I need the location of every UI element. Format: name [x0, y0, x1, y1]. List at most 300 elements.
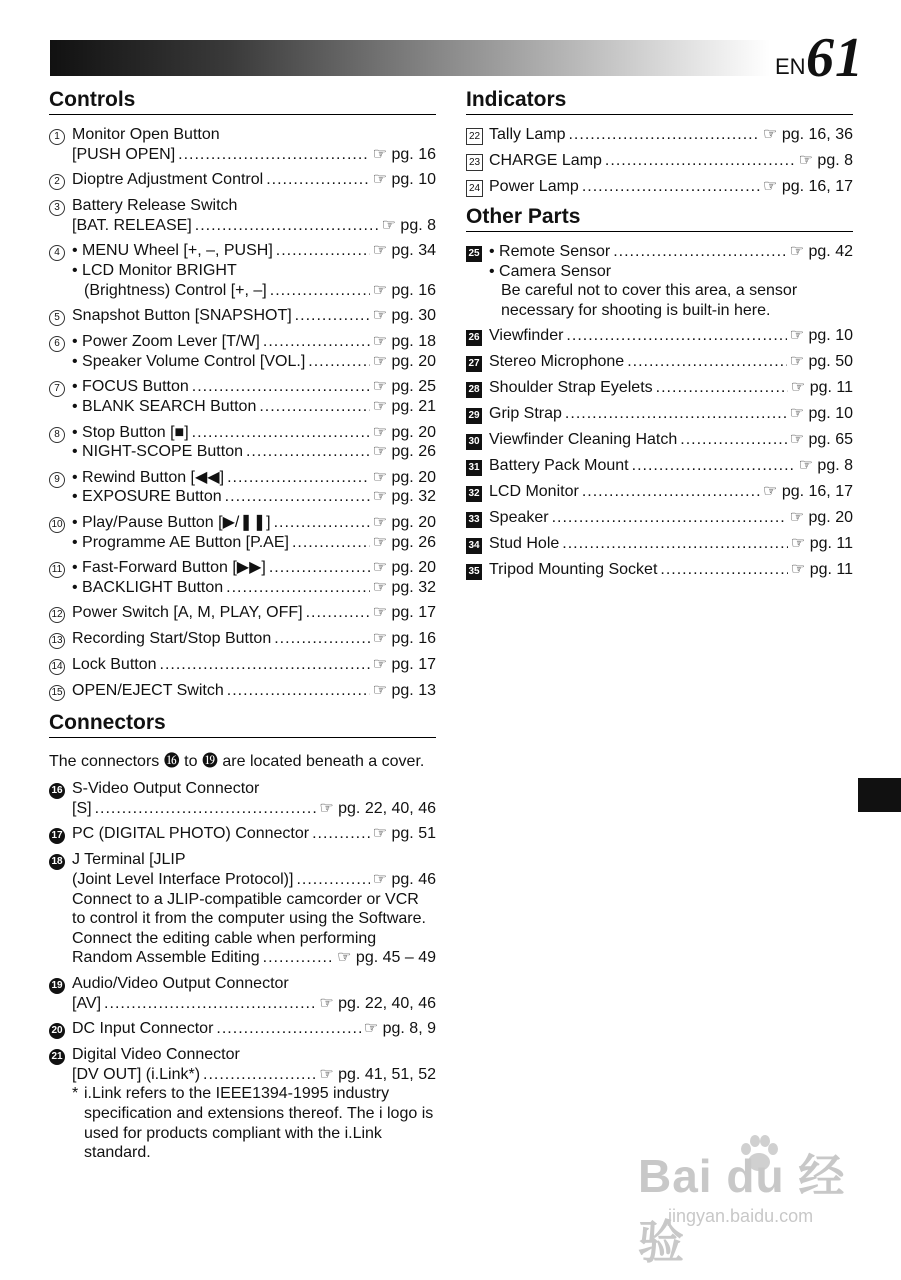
entry-text: Random Assemble Editing [72, 949, 260, 967]
page-reference: ☞ pg. 16 [372, 630, 436, 648]
item-number: 8 [49, 427, 65, 443]
connectors-list [49, 779, 436, 1163]
page-reference: ☞ pg. 20 [372, 423, 436, 441]
leader-dots [274, 513, 370, 533]
entry-line [72, 281, 436, 301]
entry-text: Power Switch [A, M, PLAY, OFF] [72, 604, 303, 622]
entry-text: • EXPOSURE Button [72, 488, 222, 506]
entry-text: Stereo Microphone [489, 353, 625, 371]
page-reference: ☞ pg. 26 [372, 443, 436, 461]
item-body [72, 306, 436, 326]
entry-line [72, 377, 436, 397]
leader-dots [259, 397, 369, 417]
connector-item [49, 779, 436, 818]
item-marker [466, 177, 489, 197]
item-body [72, 850, 436, 968]
entry-line [72, 824, 436, 844]
item-marker [49, 377, 72, 397]
item-body [489, 508, 853, 528]
entry-line [72, 1045, 436, 1065]
entry-line [489, 326, 853, 346]
item-body [489, 482, 853, 502]
item-number: 26 [466, 330, 482, 346]
connectors-title: Connectors [49, 711, 436, 738]
item-number: 35 [466, 564, 482, 580]
left-column [49, 88, 436, 1169]
entry-line [489, 151, 853, 171]
item-marker [49, 681, 72, 701]
entry-line [72, 655, 436, 675]
item-marker [466, 404, 489, 424]
item-body [72, 513, 436, 552]
page-reference: ☞ pg. 22, 40, 46 [319, 799, 436, 817]
entry-line [489, 508, 853, 528]
page-reference: ☞ pg. 10 [372, 171, 436, 189]
entry-line [72, 125, 436, 145]
entry-line [72, 994, 436, 1014]
item-marker [49, 779, 72, 799]
entry-text: • Stop Button [■] [72, 423, 189, 441]
leader-dots [246, 442, 370, 462]
item-body [72, 468, 436, 507]
watermark-url: jingyan.baidu.com [668, 1206, 814, 1226]
entry-text: (Joint Level Interface Protocol)] [72, 871, 294, 889]
item-body [489, 177, 853, 197]
entry-text: J Terminal [JLIP [72, 851, 186, 869]
control-item [49, 196, 436, 235]
entry-text: • Camera Sensor [489, 262, 612, 280]
leader-dots [276, 241, 370, 261]
entry-text: • NIGHT-SCOPE Button [72, 443, 243, 461]
entry-line [72, 442, 436, 462]
page-reference: ☞ pg. 20 [789, 509, 853, 527]
item-marker [49, 603, 72, 623]
item-number: 29 [466, 408, 482, 424]
page-reference: ☞ pg. 11 [790, 535, 853, 553]
page-reference: ☞ pg. 8 [798, 152, 853, 169]
leader-dots [227, 681, 370, 701]
item-body [489, 326, 853, 346]
indicator-item [466, 151, 853, 171]
right-column [466, 88, 853, 586]
control-item [49, 306, 436, 326]
item-number: 28 [466, 382, 482, 398]
page-reference: ☞ pg. 11 [790, 561, 853, 579]
leader-dots [308, 352, 369, 372]
item-marker [49, 170, 72, 190]
item-body [489, 242, 853, 320]
item-body [72, 1019, 436, 1039]
leader-dots [263, 332, 370, 352]
item-number: 32 [466, 486, 482, 502]
item-number: 5 [49, 310, 65, 326]
entry-text: Power Lamp [489, 178, 579, 195]
item-body [72, 558, 436, 597]
page-reference: ☞ pg. 8 [381, 216, 436, 234]
control-item [49, 513, 436, 552]
entry-text: CHARGE Lamp [489, 152, 602, 169]
entry-line [489, 262, 853, 282]
page-reference: ☞ pg. 8 [798, 457, 853, 475]
entry-text: • BACKLIGHT Button [72, 578, 224, 596]
entry-text: Dioptre Adjustment Control [72, 171, 264, 189]
page-reference: ☞ pg. 41, 51, 52 [319, 1065, 436, 1083]
controls-title: Controls [49, 88, 436, 115]
item-marker [466, 508, 489, 528]
item-number: 18 [49, 854, 65, 870]
page-reference: ☞ pg. 45 – 49 [337, 949, 436, 967]
leader-dots [582, 177, 760, 197]
entry-line [72, 216, 436, 236]
other-part-item [466, 404, 853, 424]
item-marker [49, 655, 72, 675]
leader-dots [192, 377, 370, 397]
entry-text: Speaker [489, 509, 549, 527]
leader-dots [656, 378, 788, 398]
item-number: 16 [49, 783, 65, 799]
connector-item [49, 1019, 436, 1039]
item-marker [466, 430, 489, 450]
entry-text: (Brightness) Control [+, –] [84, 281, 267, 299]
entry-line [72, 513, 436, 533]
item-marker [466, 151, 489, 171]
item-number: 9 [49, 472, 65, 488]
entry-line [72, 1019, 436, 1039]
entry-line [72, 779, 436, 799]
footnote-text: i.Link refers to the IEEE1394-1995 industry specification and extensions thereof. The i logo is used for products compliant with the i.Link standard. [84, 1085, 434, 1162]
item-body [489, 560, 853, 580]
entry-text: • Power Zoom Lever [T/W] [72, 333, 260, 351]
item-marker [466, 125, 489, 145]
leader-dots [566, 326, 786, 346]
item-marker [49, 468, 72, 488]
other-part-item [466, 378, 853, 398]
item-number: 2 [49, 174, 65, 190]
item-body [72, 377, 436, 416]
leader-dots [216, 1019, 360, 1039]
page-reference: ☞ pg. 20 [372, 559, 436, 577]
entry-text: [PUSH OPEN] [72, 145, 176, 163]
entry-text: • Programme AE Button [P.AE] [72, 533, 289, 551]
page-reference: ☞ pg. 11 [790, 379, 853, 397]
entry-text: Lock Button [72, 656, 157, 674]
item-number: 4 [49, 245, 65, 261]
item-body [72, 332, 436, 371]
entry-line [489, 125, 853, 145]
item-number: 21 [49, 1049, 65, 1065]
page-reference: ☞ pg. 32 [372, 488, 436, 506]
leader-dots [568, 125, 760, 145]
page-reference: ☞ pg. 51 [372, 825, 436, 843]
item-body [72, 974, 436, 1013]
entry-line [72, 974, 436, 994]
entry-text: [S] [72, 799, 92, 817]
entry-line [72, 799, 436, 819]
leader-dots [160, 655, 370, 675]
item-marker [466, 456, 489, 476]
entry-line [72, 261, 436, 281]
item-body [72, 1045, 436, 1163]
page-reference: ☞ pg. 16 [372, 281, 436, 299]
entry-text: • FOCUS Button [72, 378, 189, 396]
item-marker [49, 1045, 72, 1065]
entry-text: • BLANK SEARCH Button [72, 397, 257, 415]
item-number: 10 [49, 517, 65, 533]
control-item [49, 681, 436, 701]
item-number: 25 [466, 246, 482, 262]
leader-dots [269, 558, 370, 578]
item-body [72, 629, 436, 649]
page-reference: ☞ pg. 32 [372, 578, 436, 596]
entry-text: • Remote Sensor [489, 243, 611, 260]
leader-dots [203, 1065, 316, 1085]
entry-line [489, 177, 853, 197]
page-reference: ☞ pg. 17 [372, 604, 436, 622]
other-part-item [466, 456, 853, 476]
page-reference: ☞ pg. 20 [372, 513, 436, 531]
controls-list [49, 125, 436, 701]
item-number: 20 [49, 1023, 65, 1039]
page-reference: ☞ pg. 65 [789, 431, 853, 449]
control-item [49, 241, 436, 300]
item-number: 33 [466, 512, 482, 528]
item-number: 12 [49, 607, 65, 623]
leader-dots [680, 430, 786, 450]
entry-line [72, 423, 436, 443]
watermark [638, 1140, 868, 1268]
leader-dots [274, 629, 369, 649]
entry-text: Viewfinder Cleaning Hatch [489, 431, 678, 449]
leader-dots [562, 534, 788, 554]
item-body [72, 125, 436, 164]
item-number: 6 [49, 336, 65, 352]
page-number: 61 [806, 27, 864, 89]
page-reference: ☞ pg. 10 [789, 327, 853, 345]
control-item [49, 170, 436, 190]
item-marker [49, 513, 72, 533]
page-reference: ☞ pg. 20 [372, 468, 436, 486]
item-body [72, 603, 436, 623]
entry-text: • Play/Pause Button [▶/❚❚] [72, 513, 271, 531]
footnote [72, 1084, 436, 1162]
leader-dots [104, 994, 316, 1014]
leader-dots [270, 281, 370, 301]
entry-line [489, 378, 853, 398]
item-marker [49, 974, 72, 994]
watermark-logo: Bai du 经验 [638, 1150, 846, 1268]
entry-line [72, 1065, 436, 1085]
item-number: 23 [466, 154, 483, 171]
entry-line [489, 560, 853, 580]
other-part-item [466, 482, 853, 502]
entry-line [72, 578, 436, 598]
item-marker [466, 378, 489, 398]
connector-item [49, 824, 436, 844]
leader-dots [627, 352, 787, 372]
control-item [49, 558, 436, 597]
page-reference: ☞ pg. 26 [372, 533, 436, 551]
item-number: 17 [49, 828, 65, 844]
entry-text: [BAT. RELEASE] [72, 216, 192, 234]
page-reference: ☞ pg. 10 [789, 405, 853, 423]
item-marker [466, 326, 489, 346]
item-marker [466, 534, 489, 554]
page-reference: ☞ pg. 50 [789, 353, 853, 371]
item-number: 3 [49, 200, 65, 216]
indicator-item [466, 125, 853, 145]
entry-text: • MENU Wheel [+, –, PUSH] [72, 242, 273, 260]
item-marker [466, 352, 489, 372]
section-thumb-tab [858, 778, 901, 812]
entry-text: Grip Strap [489, 405, 562, 423]
leader-dots [226, 578, 370, 598]
entry-line [489, 242, 853, 262]
entry-line [489, 534, 853, 554]
item-marker [49, 125, 72, 145]
leader-dots [605, 151, 796, 171]
control-item [49, 603, 436, 623]
item-marker [49, 558, 72, 578]
entry-text: Monitor Open Button [72, 126, 220, 143]
leader-dots [263, 948, 334, 968]
entry-line [72, 603, 436, 623]
item-number: 22 [466, 128, 483, 145]
item-marker [49, 629, 72, 649]
page-reference: ☞ pg. 8, 9 [363, 1020, 436, 1038]
item-number: 19 [49, 978, 65, 994]
page-reference: ☞ pg. 16, 17 [763, 178, 853, 195]
item-marker [466, 482, 489, 502]
entry-line [72, 145, 436, 165]
entry-text: • Rewind Button [◀◀] [72, 468, 225, 486]
item-marker [466, 242, 489, 262]
page-reference: ☞ pg. 30 [372, 307, 436, 325]
leader-dots [295, 306, 370, 326]
other-part-item [466, 352, 853, 372]
item-number: 31 [466, 460, 482, 476]
item-marker [49, 196, 72, 216]
other-part-item [466, 560, 853, 580]
other-part-item [466, 430, 853, 450]
item-number: 14 [49, 659, 65, 675]
item-number: 11 [49, 562, 65, 578]
leader-dots [312, 824, 370, 844]
entry-line [72, 948, 436, 968]
entry-line [72, 870, 436, 890]
entry-line [72, 533, 436, 553]
entry-text: • LCD Monitor BRIGHT [72, 261, 237, 279]
item-marker [49, 1019, 72, 1039]
page-reference: ☞ pg. 46 [372, 871, 436, 889]
entry-line [489, 482, 853, 502]
entry-line [72, 306, 436, 326]
header-gradient-bar [50, 40, 770, 76]
item-body [489, 430, 853, 450]
item-marker [49, 332, 72, 352]
page-reference: ☞ pg. 42 [789, 243, 853, 260]
entry-line [72, 629, 436, 649]
other-part-item [466, 242, 853, 320]
connector-description: Connect the editing cable when performing [72, 929, 377, 947]
item-body [489, 125, 853, 145]
page-reference: ☞ pg. 20 [372, 352, 436, 370]
leader-dots [192, 423, 370, 443]
entry-text: Digital Video Connector [72, 1046, 240, 1064]
control-item [49, 423, 436, 462]
leader-dots [227, 468, 370, 488]
entry-line [72, 487, 436, 507]
page-reference: ☞ pg. 21 [372, 397, 436, 415]
language-code: EN [775, 54, 806, 79]
entry-line [72, 352, 436, 372]
leader-dots [296, 870, 369, 890]
item-body [489, 151, 853, 171]
connector-description: Connect to a JLIP-compatible camcorder or VCR to control it from the computer using the Software. [72, 890, 426, 928]
footnote-asterisk: * [72, 1085, 79, 1103]
entry-text: S-Video Output Connector [72, 780, 260, 798]
leader-dots [632, 456, 796, 476]
entry-text: Shoulder Strap Eyelets [489, 379, 653, 397]
entry-text: LCD Monitor [489, 483, 579, 501]
page-reference: ☞ pg. 13 [372, 682, 436, 700]
entry-text: Recording Start/Stop Button [72, 630, 272, 648]
control-item [49, 125, 436, 164]
entry-line [489, 456, 853, 476]
entry-line [72, 850, 436, 870]
entry-line [72, 196, 436, 216]
item-body [72, 423, 436, 462]
entry-text: OPEN/EJECT Switch [72, 682, 224, 700]
other-part-item [466, 508, 853, 528]
page-reference: ☞ pg. 16, 36 [763, 126, 853, 143]
item-body [72, 241, 436, 300]
entry-line [72, 681, 436, 701]
indicators-title: Indicators [466, 88, 853, 115]
entry-line [72, 170, 436, 190]
other-part-item [466, 326, 853, 346]
control-item [49, 468, 436, 507]
item-body [72, 655, 436, 675]
control-item [49, 377, 436, 416]
item-number: 27 [466, 356, 482, 372]
control-item [49, 655, 436, 675]
other-parts-title: Other Parts [466, 205, 853, 232]
connectors-intro: The connectors ⓰ to ⓳ are located beneath a cover. [49, 753, 425, 771]
leader-dots [613, 242, 787, 262]
item-number: 7 [49, 381, 65, 397]
entry-text: PC (DIGITAL PHOTO) Connector [72, 825, 310, 843]
entry-text: Viewfinder [489, 327, 564, 345]
entry-text: [AV] [72, 994, 102, 1012]
entry-line [489, 404, 853, 424]
item-marker [49, 850, 72, 870]
leader-dots [95, 799, 317, 819]
entry-line [72, 397, 436, 417]
page-reference: ☞ pg. 16 [372, 145, 436, 163]
entry-line [72, 332, 436, 352]
entry-line [72, 558, 436, 578]
leader-dots [178, 145, 370, 165]
item-body [489, 456, 853, 476]
entry-text: • Fast-Forward Button [▶▶] [72, 559, 266, 577]
item-number: 15 [49, 685, 65, 701]
item-body [72, 779, 436, 818]
leader-dots [552, 508, 787, 528]
indicator-item [466, 177, 853, 197]
item-number: 30 [466, 434, 482, 450]
item-body [489, 404, 853, 424]
page-reference: ☞ pg. 25 [372, 378, 436, 396]
